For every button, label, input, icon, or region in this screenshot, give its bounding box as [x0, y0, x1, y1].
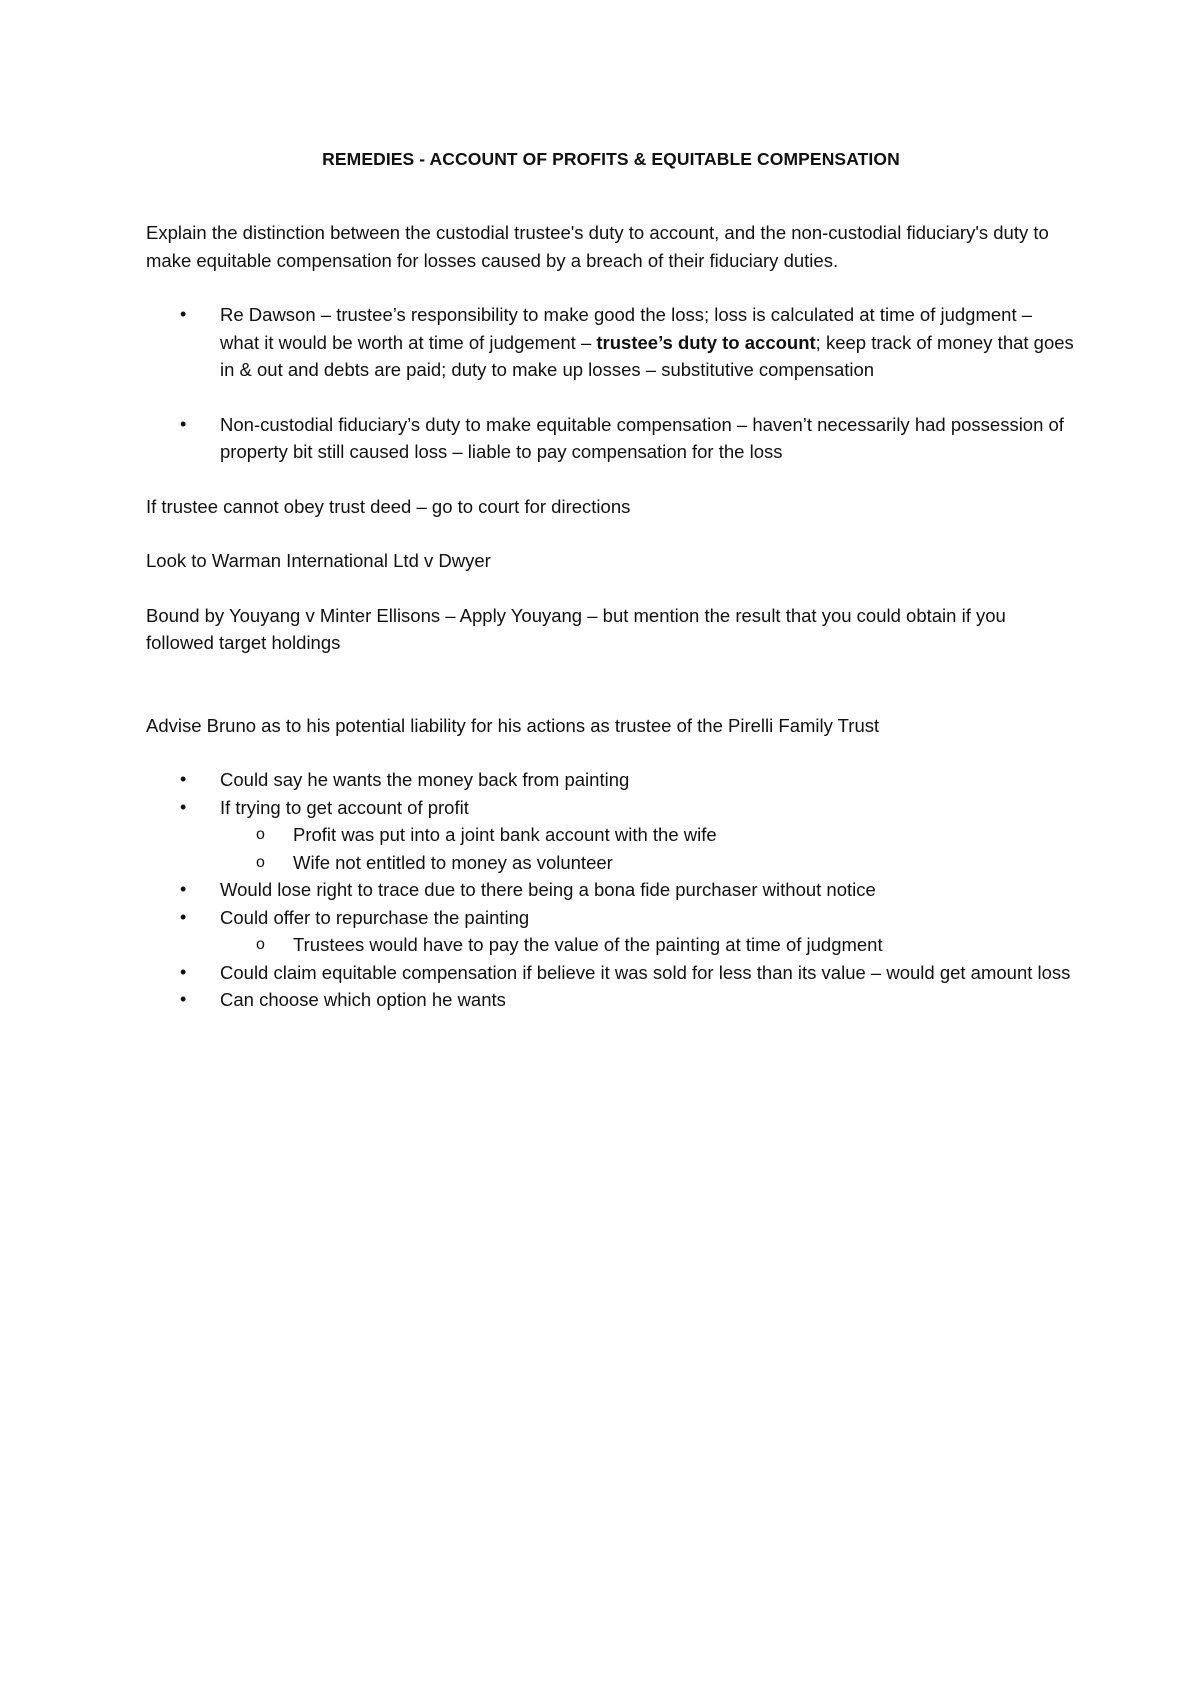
sub-list-item-text: Wife not entitled to money as volunteer: [293, 851, 613, 873]
list-item-text: Could offer to repurchase the painting: [220, 906, 530, 928]
bullet-icon: •: [180, 304, 187, 324]
question-2: Advise Bruno as to his potential liability for his actions as trustee of the Pirelli Family Trust: [146, 714, 880, 736]
bullet-icon: •: [180, 796, 187, 817]
question-2-bullets: [146, 766, 1076, 1014]
re-dawson-text-1: Re Dawson – trustee’s responsibility to make good the loss; loss is calculated at time of judgment – what it would be worth at time of judgement –: [220, 304, 1033, 353]
question-1-bullets: [146, 301, 1076, 466]
list-item: [146, 794, 1076, 877]
sub-list-item: [146, 931, 1076, 959]
list-item: [146, 876, 1076, 904]
sub-list-item-text: Profit was put into a joint bank account with the wife: [293, 824, 717, 845]
list-item: [146, 986, 1076, 1014]
list-item-text: Would lose right to trace due to there being a bona fide purchaser without notice: [220, 879, 876, 900]
list-item: [146, 959, 1076, 987]
list-item-text: Can choose which option he wants: [220, 989, 506, 1010]
paragraph-warman: Look to Warman International Ltd v Dwyer: [146, 550, 491, 571]
sub-list: [220, 931, 1076, 959]
question-1: Explain the distinction between the custodial trustee's duty to account, and the non-custodial fiduciary's duty to make equitable compensation for losses caused by a breach of their fiduciary duties.: [146, 222, 1049, 271]
sub-list-item: [146, 849, 1076, 877]
list-item-text: If trying to get account of profit: [220, 796, 469, 818]
non-custodial-text: Non-custodial fiduciary’s duty to make equitable compensation – haven’t necessarily had possession of property bit still caused loss – liable to pay compensation for the loss: [220, 413, 1064, 462]
sub-bullet-icon: o: [256, 936, 265, 953]
list-item: [146, 766, 1076, 794]
paragraph-youyang: Bound by Youyang v Minter Ellisons – Apply Youyang – but mention the result that you could obtain if you followed target holdings: [146, 604, 1006, 653]
list-item-text: Could claim equitable compensation if believe it was sold for less than its value – would get amount loss: [220, 961, 1071, 983]
document-body: [146, 146, 1076, 1014]
list-item-non-custodial: [146, 411, 1076, 466]
re-dawson-text-2: ; keep track of money that goes in & out and debts are paid; duty to make up losses – substitutive compensation: [220, 331, 1074, 380]
sub-bullet-icon: o: [256, 826, 265, 843]
bullet-icon: •: [180, 906, 187, 927]
sub-bullet-icon: o: [256, 853, 265, 871]
bullet-icon: •: [180, 769, 187, 789]
list-item-text: Could say he wants the money back from painting: [220, 769, 630, 790]
list-item-re-dawson: [146, 301, 1076, 384]
document-title: REMEDIES - ACCOUNT OF PROFITS & EQUITABLE COMPENSATION: [322, 149, 900, 169]
bullet-icon: •: [180, 879, 187, 899]
bullet-icon: •: [180, 961, 187, 982]
sub-list: [220, 821, 1076, 876]
paragraph-court-directions: If trustee cannot obey trust deed – go to court for directions: [146, 495, 631, 517]
bullet-icon: •: [180, 989, 187, 1009]
list-item: [146, 904, 1076, 959]
sub-list-item-text: Trustees would have to pay the value of the painting at time of judgment: [293, 934, 883, 955]
bullet-icon: •: [180, 413, 187, 434]
re-dawson-bold-text: trustee’s duty to account: [596, 331, 816, 353]
sub-list-item: [146, 821, 1076, 849]
